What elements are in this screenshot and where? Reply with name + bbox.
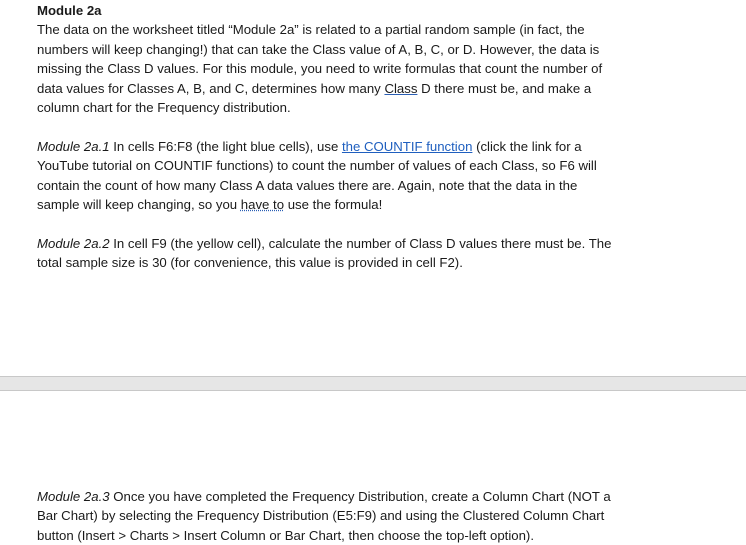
step-2a3-paragraph xyxy=(37,487,615,545)
countif-tutorial-link[interactable]: the COUNTIF function xyxy=(341,138,473,154)
step-2a2-text: In cell F9 (the yellow cell), calculate the number of Class D values there must be. The total sample size is 30 (for convenience, this value is provided in cell F2). xyxy=(37,235,612,271)
document-page-2 xyxy=(0,391,746,543)
page-break-gap xyxy=(0,376,746,391)
step-2a1-text-2: (click the link for a YouTube tutorial on COUNTIF functions) to count the number of values of each Class, so F6 will contain the count of how many Class A data values there are. Again, note that the data in the sample will keep changing, so you xyxy=(37,138,597,213)
intro-text-2: D there must be, and make a column chart for the Frequency distribution. xyxy=(37,80,592,116)
step-2a2-label: Module 2a.2 xyxy=(37,235,110,251)
step-2a3-text: Once you have completed the Frequency Distribution, create a Column Chart (NOT a Bar Chart) by selecting the Frequency Distribution (E5:F9) and using the Clustered Column Chart button (Insert > Charts > Insert Column or Bar Chart, then choose the top-left option). xyxy=(37,489,611,543)
module-heading: Module 2a xyxy=(37,3,102,18)
step-2a1-text-1: In cells F6:F8 (the light blue cells), use xyxy=(109,138,342,154)
step-2a2-paragraph xyxy=(37,234,615,273)
step-2a1-text-3: use the formula! xyxy=(284,197,383,213)
step-2a1-paragraph xyxy=(37,137,615,215)
intro-paragraph xyxy=(37,20,615,117)
grammar-flag-have-to[interactable]: have to xyxy=(240,197,285,213)
page-1-content xyxy=(37,1,615,273)
step-2a3-label: Module 2a.3 xyxy=(37,489,110,504)
intro-text-1: The data on the worksheet titled “Module 2a” is related to a partial random sample (in fact, the numbers will keep changing!) that can take the Class value of A, B, C, or D. However, the data is missing the Class D values. For this module, you need to write formulas that count the number of data values for Classes A, B, and C, determines how many xyxy=(37,22,603,96)
page-2-content xyxy=(37,487,615,545)
grammar-flag-class[interactable]: Class xyxy=(384,80,418,96)
step-2a1-label: Module 2a.1 xyxy=(37,138,110,154)
